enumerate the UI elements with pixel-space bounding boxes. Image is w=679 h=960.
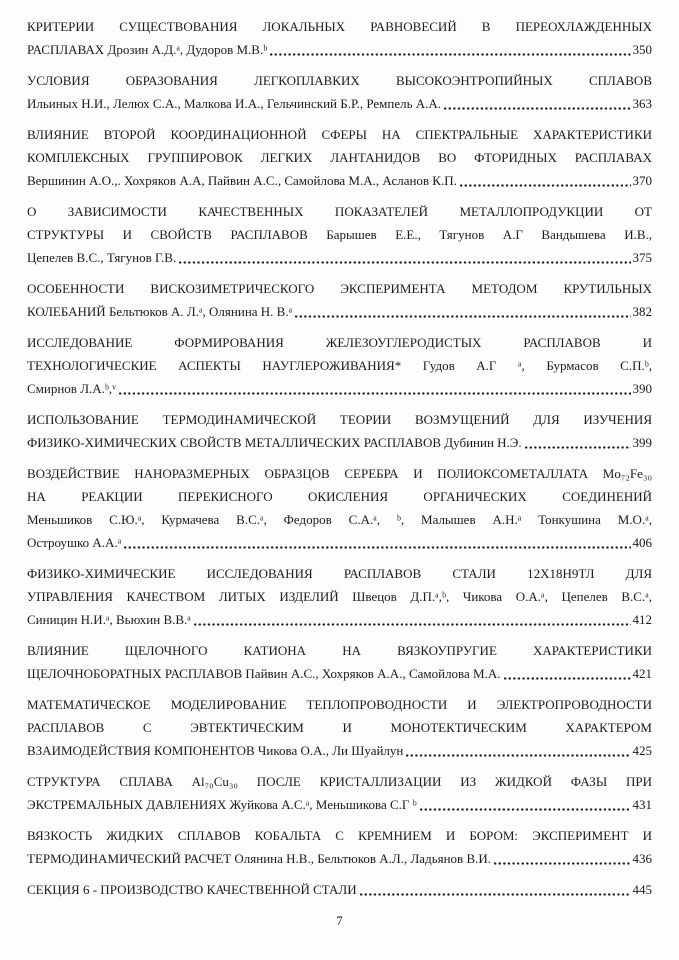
- toc-entry-title-line: СТРУКТУРА СПЛАВА Al₇₀Cu₃₀ ПОСЛЕ КРИСТАЛЛИЗАЦИИ ИЗ ЖИДКОЙ ФАЗЫ ПРИ: [27, 774, 652, 789]
- toc-entry-title-line: РАСПЛАВОВ С ЭВТЕКТИЧЕСКИМ И МОНОТЕКТИЧЕСКИМ ХАРАКТЕРОМ: [27, 720, 652, 735]
- toc-entry-last-line: [27, 92, 652, 115]
- page-number: 7: [336, 913, 343, 928]
- toc-entry-10: [27, 639, 652, 685]
- toc-entry-title-line: СТРУКТУРЫ И СВОЙСТВ РАСПЛАВОВ Барышев Е.Е., Тягунов А.Г Вандышева И.В.,: [27, 227, 652, 242]
- dot-leader: [360, 892, 631, 897]
- toc-page-ref: 370: [632, 173, 652, 188]
- toc-entry-last-line: [27, 847, 652, 870]
- toc-page-ref: 399: [632, 435, 652, 450]
- toc-entry-5: [27, 277, 652, 323]
- toc-entry-12: [27, 770, 652, 816]
- toc-entry-authors: ФИЗИКО-ХИМИЧЕСКИХ СВОЙСТВ МЕТАЛЛИЧЕСКИХ РАСПЛАВОВ Дубинин Н.Э.: [27, 435, 522, 450]
- toc-entry-11: [27, 693, 652, 762]
- dot-leader: [525, 445, 631, 450]
- toc-entry-last-line: [27, 531, 652, 554]
- dot-leader: [295, 314, 630, 319]
- toc-entry-authors: Смирнов Л.А.ᵇ,ᵛ: [27, 381, 117, 396]
- section-heading-label: СЕКЦИЯ 6 - ПРОИЗВОДСТВО КАЧЕСТВЕННОЙ СТАЛИ: [27, 882, 357, 897]
- dot-leader: [420, 807, 631, 812]
- dot-leader: [494, 861, 630, 866]
- toc-entry-title-line: УПРАВЛЕНИЯ КАЧЕСТВОМ ЛИТЫХ ИЗДЕЛИЙ Швецов Д.П.ᵃ,ᵇ, Чикова О.А.ᵃ, Цепелев В.С.ᵃ,: [27, 589, 652, 604]
- dot-leader: [460, 183, 631, 188]
- toc-entry-last-line: [27, 38, 652, 61]
- toc-entry-authors: ЭКСТРЕМАЛЬНЫХ ДАВЛЕНИЯХ Жуйкова А.С.ᵃ, Меньшикова С.Г ᵇ: [27, 797, 417, 812]
- toc-entry-title-line: МАТЕМАТИЧЕСКОЕ МОДЕЛИРОВАНИЕ ТЕПЛОПРОВОДНОСТИ И ЭЛЕКТРОПРОВОДНОСТИ: [27, 697, 652, 712]
- toc-entry-title-line: ФИЗИКО-ХИМИЧЕСКИЕ ИССЛЕДОВАНИЯ РАСПЛАВОВ СТАЛИ 12Х18Н9ТЛ ДЛЯ: [27, 566, 652, 581]
- toc-entry-authors: РАСПЛАВАХ Дрозин А.Д.ᵃ, Дудоров М.В.ᵇ: [27, 42, 268, 57]
- dot-leader: [119, 391, 630, 396]
- toc-entry-14-section-heading: [27, 878, 652, 901]
- toc-entry-authors: ЩЕЛОЧНОБОРАТНЫХ РАСПЛАВОВ Пайвин А.С., Хохряков А.А., Самойлова М.А.: [27, 666, 501, 681]
- toc-entry-title-line: ТЕХНОЛОГИЧЕСКИЕ АСПЕКТЫ НАУГЛЕРОЖИВАНИЯ* Гудов А.Г ᵃ, Бурмасов С.П.ᵇ,: [27, 358, 652, 373]
- toc-entry-authors-line: Меньшиков С.Ю.ᵃ, Курмачева В.С.ᵃ, Федоров С.А.ᵃ, ᵇ, Малышев А.Н.ᵃ Тонкушина М.О.ᵃ,: [27, 512, 652, 527]
- toc-page-ref: 421: [632, 666, 652, 681]
- toc-entry-2: [27, 69, 652, 115]
- toc-page-ref: 436: [632, 851, 652, 866]
- toc-entry-title-line: КРИТЕРИИ СУЩЕСТВОВАНИЯ ЛОКАЛЬНЫХ РАВНОВЕСИЙ В ПЕРЕОХЛАЖДЕННЫХ: [27, 19, 652, 34]
- toc-entry-last-line: [27, 662, 652, 685]
- toc-entry-7: [27, 408, 652, 454]
- toc-entry-title-line: ИСПОЛЬЗОВАНИЕ ТЕРМОДИНАМИЧЕСКОЙ ТЕОРИИ ВОЗМУЩЕНИЙ ДЛЯ ИЗУЧЕНИЯ: [27, 412, 652, 427]
- toc-entry-title-line: НА РЕАКЦИИ ПЕРЕКИСНОГО ОКИСЛЕНИЯ ОРГАНИЧЕСКИХ СОЕДИНЕНИЙ: [27, 489, 652, 504]
- toc-page-ref: 406: [632, 535, 652, 550]
- toc-entry-8: [27, 462, 652, 554]
- toc-entry-last-line: [27, 431, 652, 454]
- toc-entry-last-line: [27, 300, 652, 323]
- toc-entry-authors: ТЕРМОДИНАМИЧЕСКИЙ РАСЧЕТ Олянина Н.В., Бельтюков А.Л., Ладьянов В.И.: [27, 851, 492, 866]
- toc-entry-3: [27, 123, 652, 192]
- toc-page-ref: 350: [632, 42, 652, 57]
- toc-entry-last-line: [27, 739, 652, 762]
- toc-entry-authors: Ильиных Н.И., Лелюх С.А., Малкова И.А., Гельчинский Б.Р., Ремпель А.А.: [27, 96, 442, 111]
- toc-entry-last-line: [27, 377, 652, 400]
- toc-page-ref: 412: [632, 612, 652, 627]
- dot-leader: [444, 106, 630, 111]
- toc-entry-13: [27, 824, 652, 870]
- toc-entry-1: [27, 15, 652, 61]
- toc-entry-authors: Синицин Н.И.ᵃ, Вьюхин В.В.ᵃ: [27, 612, 191, 627]
- toc-entry-6: [27, 331, 652, 400]
- toc-entry-title-line: ИССЛЕДОВАНИЕ ФОРМИРОВАНИЯ ЖЕЛЕЗОУГЛЕРОДИСТЫХ РАСПЛАВОВ И: [27, 335, 652, 350]
- toc-page-ref: 425: [632, 743, 652, 758]
- toc-entry-title-line: ВЯЗКОСТЬ ЖИДКИХ СПЛАВОВ КОБАЛЬТА С КРЕМНИЕМ И БОРОМ: ЭКСПЕРИМЕНТ И: [27, 828, 652, 843]
- dot-leader: [124, 545, 630, 550]
- toc-entry-title-line: ВЛИЯНИЕ ВТОРОЙ КООРДИНАЦИОННОЙ СФЕРЫ НА СПЕКТРАЛЬНЫЕ ХАРАКТЕРИСТИКИ: [27, 127, 652, 142]
- dot-leader: [179, 260, 630, 265]
- toc-entry-title-line: ВОЗДЕЙСТВИЕ НАНОРАЗМЕРНЫХ ОБРАЗЦОВ СЕРЕБРА И ПОЛИОКСОМЕТАЛЛАТА Mo₇₂Fe₃₀: [27, 466, 652, 481]
- toc-page-ref: 363: [632, 96, 652, 111]
- toc-page-ref: 382: [632, 304, 652, 319]
- toc-entry-title-line: ВЛИЯНИЕ ЩЕЛОЧНОГО КАТИОНА НА ВЯЗКОУПРУГИЕ ХАРАКТЕРИСТИКИ: [27, 643, 652, 658]
- toc-entry-authors: ВЗАИМОДЕЙСТВИЯ КОМПОНЕНТОВ Чикова О.А., Ли Шуайлун: [27, 743, 404, 758]
- toc-page-ref: 375: [632, 250, 652, 265]
- toc-entry-title-line: О ЗАВИСИМОСТИ КАЧЕСТВЕННЫХ ПОКАЗАТЕЛЕЙ МЕТАЛЛОПРОДУКЦИИ ОТ: [27, 204, 652, 219]
- dot-leader: [194, 622, 631, 627]
- toc-entry-last-line: [27, 793, 652, 816]
- toc-entry-title-line: ОСОБЕННОСТИ ВИСКОЗИМЕТРИЧЕСКОГО ЭКСПЕРИМЕНТА МЕТОДОМ КРУТИЛЬНЫХ: [27, 281, 652, 296]
- toc-page-ref: 390: [632, 381, 652, 396]
- toc-entry-last-line: [27, 608, 652, 631]
- toc-page-ref: 431: [632, 797, 652, 812]
- toc-entry-last-line: [27, 246, 652, 269]
- toc-entry-title-line: УСЛОВИЯ ОБРАЗОВАНИЯ ЛЕГКОПЛАВКИХ ВЫСОКОЭНТРОПИЙНЫХ СПЛАВОВ: [27, 73, 652, 88]
- toc-entry-authors: Цепелев В.С., Тягунов Г.В.: [27, 250, 177, 265]
- dot-leader: [504, 676, 631, 681]
- toc-entry-last-line: [27, 169, 652, 192]
- toc-entry-9: [27, 562, 652, 631]
- toc-page-ref: 445: [632, 882, 652, 897]
- dot-leader: [406, 753, 630, 758]
- toc-entry-authors: Вершинин А.О.,. Хохряков А.А, Пайвин А.С., Самойлова М.А., Асланов К.П.: [27, 173, 457, 188]
- toc-entry-authors: Остроушко А.А.ᵃ: [27, 535, 122, 550]
- dot-leader: [270, 52, 630, 57]
- toc-entry-authors: КОЛЕБАНИЙ Бельтюков А. Л.ᵃ, Олянина Н. В.ᵃ: [27, 304, 293, 319]
- toc-entry-4: [27, 200, 652, 269]
- toc-entry-title-line: КОМПЛЕКСНЫХ ГРУППИРОВОК ЛЕГКИХ ЛАНТАНИДОВ ВО ФТОРИДНЫХ РАСПЛАВАХ: [27, 150, 652, 165]
- toc-entry-last-line: [27, 878, 652, 901]
